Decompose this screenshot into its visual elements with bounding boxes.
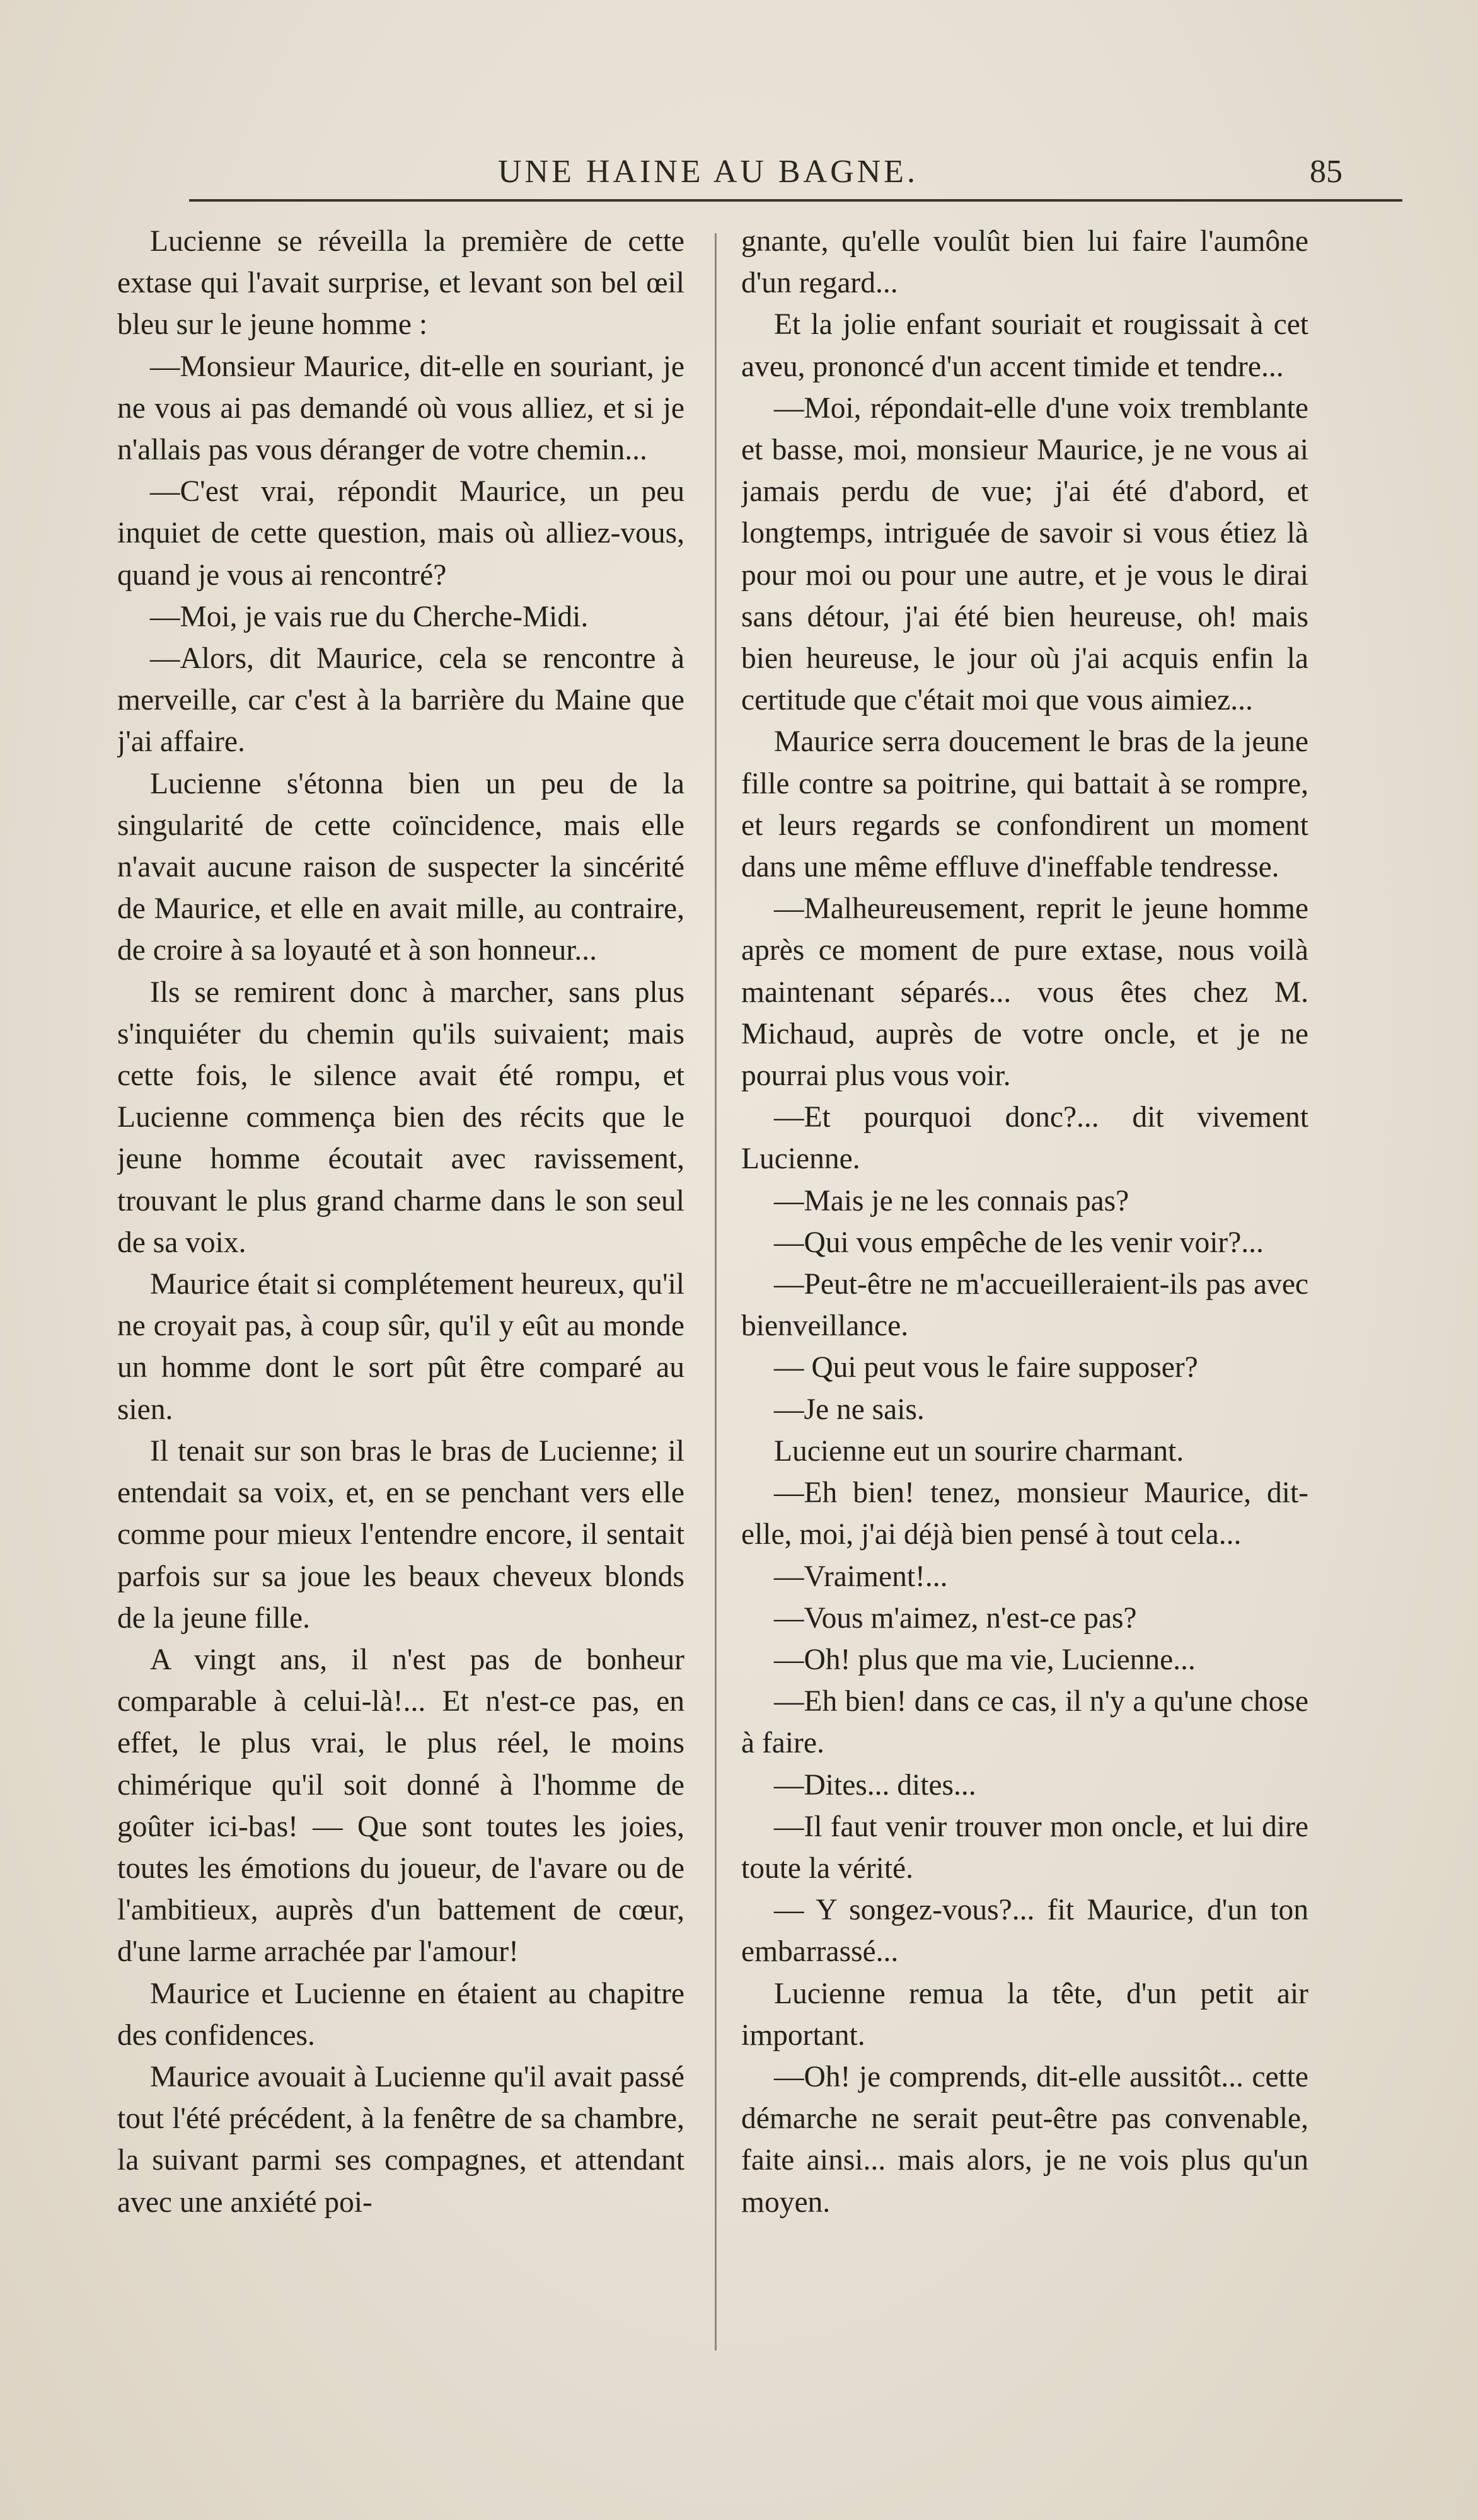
- right-column: [741, 221, 1308, 2376]
- paragraph: Lucienne eut un sourire charmant.: [774, 1434, 1184, 1468]
- paragraph: —C'est vrai, répondit Maurice, un peu inquiet de cette question, mais où alliez-vous, quand je vous ai rencontré?: [117, 475, 684, 592]
- paragraph: —Malheureusement, reprit le jeune homme après ce moment de pure extase, nous voilà maintenant séparés... vous êtes chez M. Michaud, auprès de votre oncle, et je ne pourrai plus vous voir.: [741, 892, 1308, 1093]
- paragraph: Lucienne s'étonna bien un peu de la singularité de cette coïncidence, mais elle n'avait aucune raison de suspecter la sincérité de Maurice, et elle en avait mille, au contraire, de croire à sa loyauté et à son honneur...: [117, 767, 684, 967]
- column-divider: [715, 233, 717, 2350]
- paragraph: —Je ne sais.: [774, 1393, 925, 1426]
- paragraph: —Il faut venir trouver mon oncle, et lui dire toute la vérité.: [741, 1810, 1308, 1885]
- paragraph: Maurice et Lucienne en étaient au chapitre des confidences.: [117, 1977, 684, 2052]
- paragraph: Et la jolie enfant souriait et rougissait à cet aveu, prononcé d'un accent timide et tendre...: [741, 308, 1308, 383]
- left-column: [117, 221, 684, 2376]
- paragraph: Ils se remirent donc à marcher, sans plus s'inquiéter du chemin qu'ils suivaient; mais cette fois, le silence avait été rompu, et Lucienne commença bien des récits que le jeune homme écoutait avec ravissement, trouvant le plus grand charme dans le son seul de sa voix.: [117, 975, 684, 1259]
- running-title: UNE HAINE AU BAGNE.: [498, 154, 918, 190]
- paragraph: Il tenait sur son bras le bras de Lucienne; il entendait sa voix, et, en se penchant vers elle comme pour mieux l'entendre encore, il sentait parfois sur sa joue les beaux cheveux blonds de la jeune fille.: [117, 1434, 684, 1635]
- paragraph: —Moi, répondait-elle d'une voix tremblante et basse, moi, monsieur Maurice, je ne vous ai jamais perdu de vue; j'ai été d'abord, et longtemps, intriguée de savoir si vous étiez là pour moi ou pour une autre, et je vous le dirai sans détour, j'ai été bien heureuse, oh! mais bien heureuse, le jour où j'ai acquis enfin la certitude que c'était moi que vous aimiez...: [741, 391, 1308, 717]
- paragraph: —Oh! je comprends, dit-elle aussitôt... cette démarche ne serait peut-être pas convenable, faite ainsi... mais alors, je ne vois plus qu'un moyen.: [741, 2060, 1308, 2219]
- paragraph: —Monsieur Maurice, dit-elle en souriant, je ne vous ai pas demandé où vous alliez, et si je n'allais pas vous déranger de votre chemin...: [117, 350, 684, 467]
- paragraph: —Vraiment!...: [774, 1560, 948, 1593]
- paragraph: Maurice serra doucement le bras de la jeune fille contre sa poitrine, qui battait à se rompre, et leurs regards se confondirent un moment dans une même effluve d'ineffable tendresse.: [741, 725, 1308, 884]
- paragraph: —Dites... dites...: [774, 1768, 976, 1802]
- paragraph: gnante, qu'elle voulût bien lui faire l'aumône d'un regard...: [741, 225, 1308, 300]
- paragraph: —Peut-être ne m'accueilleraient-ils pas avec bienveillance.: [741, 1268, 1308, 1343]
- paragraph: —Alors, dit Maurice, cela se rencontre à merveille, car c'est à la barrière du Maine que j'ai affaire.: [117, 642, 684, 759]
- paragraph: —Eh bien! tenez, monsieur Maurice, dit-elle, moi, j'ai déjà bien pensé à tout cela...: [741, 1476, 1308, 1551]
- paragraph: Lucienne se réveilla la première de cette extase qui l'avait surprise, et levant son bel œil bleu sur le jeune homme :: [117, 225, 684, 342]
- paragraph: —Mais je ne les connais pas?: [774, 1184, 1129, 1217]
- paragraph: Maurice avouait à Lucienne qu'il avait passé tout l'été précédent, à la fenêtre de sa chambre, la suivant parmi ses compagnes, et attendant avec une anxiété poi-: [117, 2060, 684, 2219]
- paragraph: — Qui peut vous le faire supposer?: [774, 1351, 1198, 1384]
- paragraph: — Y songez-vous?... fit Maurice, d'un ton embarrassé...: [741, 1894, 1308, 1969]
- running-head: [0, 153, 1478, 197]
- paragraph: A vingt ans, il n'est pas de bonheur comparable à celui-là!... Et n'est-ce pas, en effet, le plus vrai, le plus réel, le moins chimérique qu'il soit donné à l'homme de goûter ici-bas! — Que sont toutes les joies, toutes les émotions du joueur, de l'avare ou de l'ambitieux, auprès d'un battement de cœur, d'une larme arrachée par l'amour!: [117, 1643, 684, 1969]
- paragraph: —Moi, je vais rue du Cherche-Midi.: [150, 600, 589, 633]
- paragraph: Lucienne remua la tête, d'un petit air important.: [741, 1977, 1308, 2052]
- paragraph: —Oh! plus que ma vie, Lucienne...: [774, 1643, 1196, 1676]
- paragraph: —Eh bien! dans ce cas, il n'y a qu'une chose à faire.: [741, 1685, 1308, 1760]
- paragraph: —Vous m'aimez, n'est-ce pas?: [774, 1601, 1137, 1635]
- header-rule: [189, 199, 1402, 202]
- paragraph: —Qui vous empêche de les venir voir?...: [774, 1226, 1264, 1259]
- paragraph: Maurice était si complétement heureux, qu'il ne croyait pas, à coup sûr, qu'il y eût au monde un homme dont le sort pût être comparé au sien.: [117, 1268, 684, 1426]
- paragraph: —Et pourquoi donc?... dit vivement Lucienne.: [741, 1101, 1308, 1176]
- page-number: 85: [1310, 154, 1342, 190]
